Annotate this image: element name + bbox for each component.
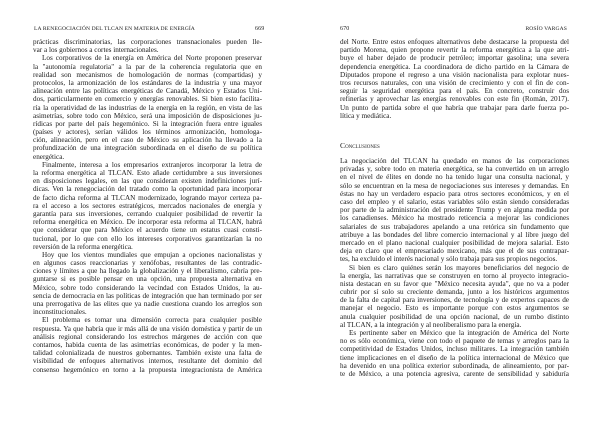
text-line: visibilidad de enfoques alternativos internos, resultante del dominio del: [33, 357, 262, 366]
text-line: talidad colonializada de nuestros gobernantes. También existe una falta de: [33, 349, 262, 358]
text-line: rídicas por parte del país hegemónico. Si la integración fuera entre iguales: [33, 119, 262, 128]
page-number: 670: [340, 26, 350, 32]
running-header-author: ROSÍO VARGAS: [525, 26, 567, 32]
text-line: dependencia energética. La coordinadora de dicho partido en la Cámara de: [340, 62, 569, 71]
text-line: tros recursos naturales, con una visión de crecimiento y con el fin de con-: [340, 78, 569, 87]
paragraph: [340, 157, 569, 263]
text-line: realidad son mecanismos de homologación de normas (compartidas) y: [33, 70, 262, 79]
text-line: en disposiciones legales, en las que consideran existen indefiniciones jurí-: [33, 177, 262, 186]
text-line: var a los gobiernos a cortes internacionales.: [33, 46, 159, 55]
text-line: dos, particularmente en comercio y energías renovables. Si bien esto facilita-: [33, 95, 262, 104]
text-line: cubrir por sí solo su creciente demanda, junto a los históricos argumentos: [340, 288, 569, 297]
text-line: contamos, habida cuenta de las asimetrías económicas, de poder y la men-: [33, 340, 262, 349]
text-line: atribuye a las bondades del libre comercio internacional y al libre juego del: [340, 230, 569, 239]
paragraph: [33, 38, 262, 54]
text-line: Diputados propone el regreso a una visión nacionalista para explotar nues-: [340, 70, 569, 79]
text-line: Un punto de partida sobre el que habría que trabajar para darle fuerza po-: [340, 103, 569, 112]
text-line: ciones y límites a que ha llegado la globalización y el liberalismo, cabría pre-: [33, 267, 262, 276]
text-line: éstas no hay un verdadero espacio para otros sectores económicos, y en el: [340, 189, 569, 198]
text-line: ría la operatividad de las industrias de la energía en la región, en vista de las: [33, 103, 262, 112]
text-line: Si bien es claro quiénes serán los mayores beneficiarios del negocio de: [349, 263, 569, 272]
text-line: del Norte. Entre estos enfoques alternativos debe destacarse la propuesta del: [340, 38, 569, 46]
page-body: [340, 38, 569, 378]
text-line: respuesta. Ya que habría que ir más allá de una visión doméstica y partir de un: [33, 324, 262, 333]
running-header-title: LA RENEGOCIACIÓN DEL TLCAN EN MATERIA DE ENERGÍA: [34, 26, 195, 32]
paragraph: [33, 161, 262, 251]
text-line: asimetrías, sobre todo con México, será una imposición de disposiciones ju-: [33, 111, 262, 120]
text-line: tucional, por lo que con ello los intereses corporativos garantizarían la no: [33, 234, 262, 243]
text-line: buye el haber dejado de producir petróleo; importar gasolina; una severa: [340, 54, 569, 63]
text-line: tiene implicaciones en el diseño de la política internacional de México que: [340, 353, 569, 362]
text-line: Finalmente, interesa a los empresarios extranjeros incorporar la letra de: [42, 160, 262, 169]
page-number: 669: [255, 26, 265, 32]
text-line: reforma energética en México. De incorporar esta reforma al TLCAN, habrá: [33, 218, 262, 227]
text-line: anula cualquier posibilidad de una opción nacional, de un rumbo distinto: [340, 312, 569, 321]
text-line: dicas. Ven la renegociación del tratado como la oportunidad para incorporar: [33, 185, 262, 194]
paragraph: [33, 316, 262, 373]
text-line: consenso hegemónico en torno a la propuesta integracionista de América: [33, 365, 262, 374]
text-line: la reforma energética al TLCAN. Esto añade certidumbre a sus inversiones: [33, 169, 262, 177]
text-line: garantía para sus inversiones, cerrando cualquier posibilidad de revertir la: [33, 209, 262, 218]
text-line: privadas y, sobre todo en materia energética, se ha convertido en un arreglo: [340, 165, 569, 174]
text-line: Es pertinente saber en México que la integración de América del Norte: [349, 329, 569, 337]
text-line: en algunos casos reaccionarias y xenófobas, resultantes de las contradic-: [33, 259, 262, 268]
text-line: por parte de la administración del presidente Trump y en alguna medida por: [340, 206, 569, 215]
paragraph: [340, 329, 569, 378]
text-line: no es sólo económica, viene con todo el paquete de temas y arreglos para la: [340, 337, 569, 346]
right-page: [300, 0, 600, 431]
text-line: Los corporativos de la energía en América del Norte proponen preservar: [42, 54, 262, 63]
text-line: salariales de sus trabajadores apelando a una retórica sin fundamento que: [340, 222, 569, 231]
text-line: te de México, a una potencia agresiva, carente de sensibilidad y sabiduría: [340, 369, 569, 378]
text-line: inconstitucionales.: [33, 308, 87, 317]
text-line: guntarse si es posible pensar en una opción, una propuesta alternativa en: [33, 275, 262, 284]
text-line: partido Morena, quien propone revertir la reforma energética a la que atri-: [340, 46, 569, 55]
text-line: deja en claro que el empresariado mexicano, más que el de sus contrapar-: [340, 247, 569, 256]
text-line: de la falta de capital para inversiones, de tecnología y de expertos capaces de: [340, 296, 569, 305]
section-heading: Conclusiones: [340, 140, 380, 150]
text-line: al TLCAN, a la integración y al neoliberalismo para la energía.: [340, 320, 522, 329]
text-line: lítica y mediática.: [340, 111, 392, 120]
text-line: competitividad de Estados Unidos, incluso militares. La integración también: [340, 345, 569, 354]
text-line: (países y actores), serían válidos los términos armonización, homologa-: [33, 128, 262, 137]
page-body: [33, 38, 262, 374]
text-line: México, sobre todo considerando la vecindad con Estados Unidos, la au-: [33, 283, 262, 292]
text-line: ra el acceso a los sectores estratégicos, mercados nacionales de energía y: [33, 201, 262, 210]
text-line: seguir la seguridad energética para el país. En concreto, construir dos: [340, 87, 569, 96]
text-line: refinerías y aprovechar las energías renovables con este fin (Román, 2017).: [340, 95, 569, 104]
text-line: profundización de una integración subordinada en el diseño de su política: [33, 144, 262, 153]
text-line: ción, alineación, pero en el caso de México su aplicación ha llevado a la: [33, 136, 262, 145]
text-line: protocolos, la armonización de los estándares de la industria y una mayor: [33, 78, 262, 87]
text-line: que considerar que para México el acuerdo tiene un estatus cuasi consti-: [33, 226, 262, 235]
text-line: los canadienses. México ha mostrado reticencia a mejorar las condiciones: [340, 214, 569, 223]
text-line: Hoy que los vientos mundiales que empujan a opciones nacionalistas y: [42, 250, 262, 259]
text-line: El problema es tomar una dimensión correcta para cualquier posible: [42, 316, 262, 325]
paragraph: [340, 264, 569, 330]
text-line: sólo se encuentran en la mesa de negociaciones sus intereses y demandas. En: [340, 181, 569, 190]
paragraph: [340, 38, 569, 120]
text-line: una prerrogativa de las elites que ya nadie cuestiona cuando los arreglos son: [33, 300, 262, 308]
text-line: análisis regional considerando los estrechos márgenes de acción con que: [33, 332, 262, 341]
text-line: prácticas discriminatorias, las corporaciones transnacionales pueden lle-: [33, 38, 262, 46]
paragraph: [33, 251, 262, 317]
text-line: energética.: [33, 152, 65, 161]
text-line: mercado en el plano nacional cualquier posibilidad de mejora salarial. Esto: [340, 238, 569, 247]
text-line: sencia de democracia en las políticas de integración que han terminado por ser: [33, 291, 262, 300]
text-line: la "autonomía regulatoria" a la par de la coherencia regulatoria que en: [33, 62, 262, 71]
paragraph: [33, 54, 262, 160]
text-line: tes, ha excluido el interés nacional y sólo trabaja para sus propios negocios.: [340, 255, 558, 264]
text-line: en el nivel de élites en donde no ha tenido lugar una consulta nacional, y: [340, 173, 569, 182]
text-line: manejar el negocio. Esto es importante porque con estos argumentos se: [340, 304, 569, 313]
text-line: la energía, las narrativas que se construyen en torno al proyecto integracio-: [340, 271, 569, 280]
text-line: caso del empleo y el salario, estas variables sólo están siendo consideradas: [340, 198, 569, 206]
text-line: reversión de la reforma energética.: [33, 242, 133, 251]
text-line: de facto dicha reforma al TLCAN modernizado, logrando mayor certeza pa-: [33, 193, 262, 202]
text-line: nista destacan en su favor que "México necesita ayuda", que no va a poder: [340, 279, 569, 288]
text-line: ha devenido en una política exterior subordinada, de alineamiento, por par-: [340, 361, 569, 370]
text-line: alineación entre las políticas energéticas de Canadá, México y Estados Uni-: [33, 87, 262, 96]
text-line: La negociación del TLCAN ha quedado en manos de las corporaciones: [340, 157, 569, 166]
